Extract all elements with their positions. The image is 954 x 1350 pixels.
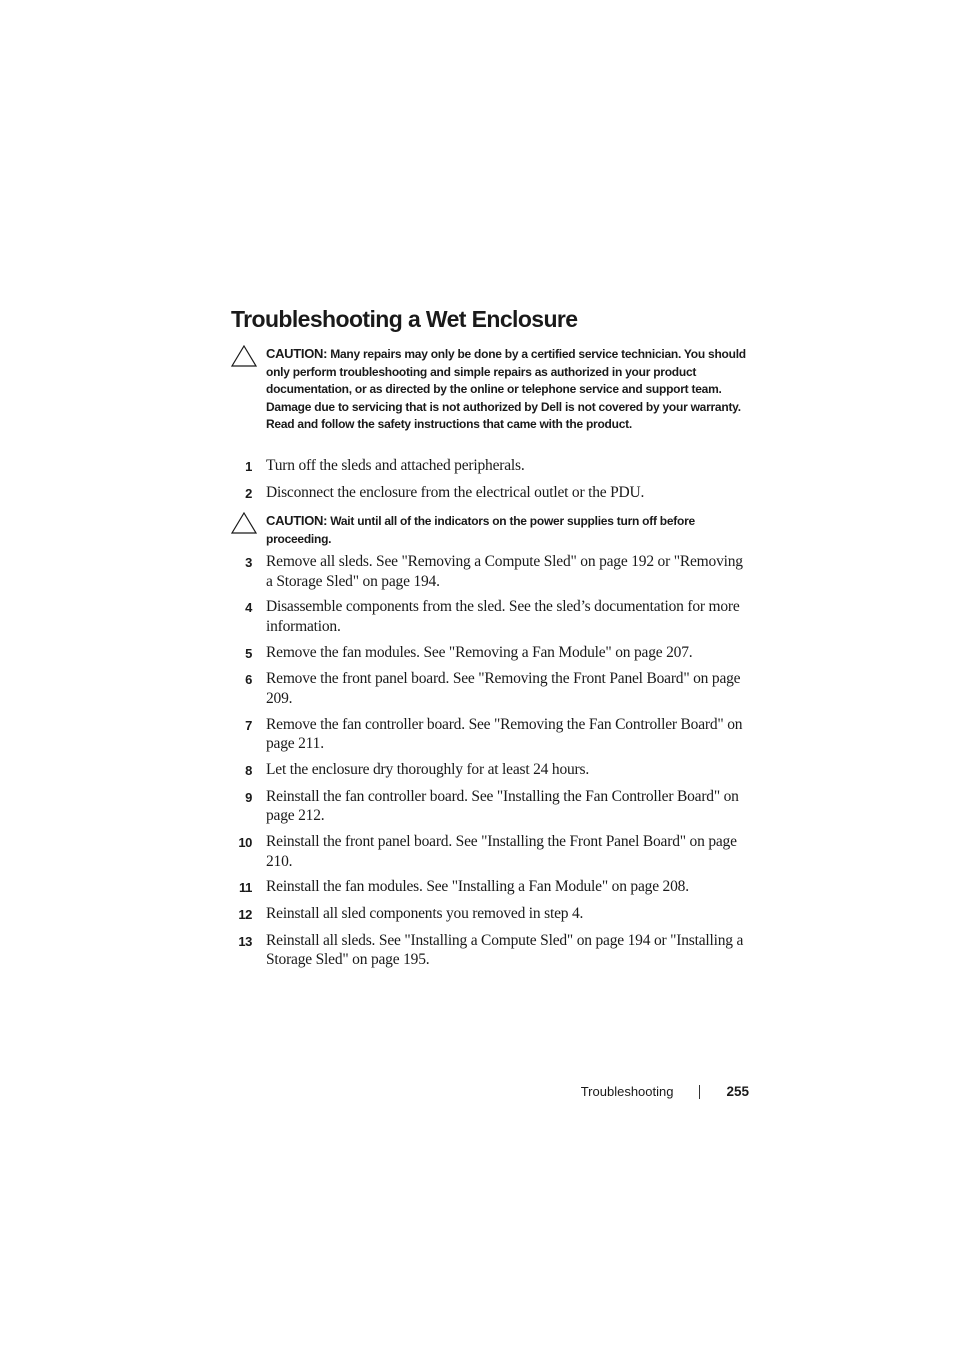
step-number: 1 bbox=[245, 459, 252, 474]
step-text: Reinstall the fan controller board. See "Installing the Fan Controller Board" on page 212. bbox=[266, 787, 739, 825]
step-number: 13 bbox=[238, 933, 252, 949]
page-title: Troubleshooting a Wet Enclosure bbox=[231, 306, 578, 332]
caution-body bbox=[266, 345, 751, 434]
page-footer bbox=[581, 1083, 749, 1101]
step-item bbox=[231, 832, 751, 871]
step-item bbox=[231, 669, 751, 708]
step-item bbox=[231, 552, 751, 591]
step-text: Reinstall all sled components you removed in step 4. bbox=[266, 905, 584, 923]
caution-triangle-icon bbox=[231, 345, 257, 367]
step-item bbox=[231, 787, 751, 826]
step-number: 4 bbox=[245, 600, 252, 616]
step-item bbox=[231, 760, 751, 781]
step-number: 11 bbox=[239, 880, 252, 896]
step-text: Reinstall the front panel board. See "Installing the Front Panel Board" on page 210. bbox=[266, 833, 737, 870]
step-number: 7 bbox=[245, 717, 252, 733]
step-item bbox=[231, 597, 751, 636]
step-number: 12 bbox=[238, 907, 252, 923]
caution-label: CAUTION: bbox=[266, 513, 328, 528]
caution-label: CAUTION: bbox=[266, 346, 328, 361]
step-text: Remove all sleds. See "Removing a Compute Sled" on page 192 or "Removing a Storage Sled" on page 194. bbox=[266, 553, 743, 590]
step-text: Reinstall all sleds. See "Installing a Compute Sled" on page 194 or "Installing a Storage Sled" on page 195. bbox=[266, 931, 744, 969]
step-number: 9 bbox=[245, 789, 252, 805]
step-item bbox=[231, 877, 751, 898]
step-list bbox=[231, 552, 751, 976]
step-item bbox=[231, 643, 751, 664]
step-text: Disassemble components from the sled. See the sled’s documentation for more information. bbox=[266, 598, 740, 635]
caution-notice bbox=[231, 512, 751, 548]
step-text: Remove the fan controller board. See "Removing the Fan Controller Board" on page 211. bbox=[266, 715, 743, 753]
caution-text: Wait until all of the indicators on the power supplies turn off before proceeding. bbox=[266, 514, 695, 546]
step-text: Remove the front panel board. See "Removing the Front Panel Board" on page 209. bbox=[266, 670, 741, 707]
footer-divider bbox=[699, 1085, 700, 1099]
step-item bbox=[231, 931, 751, 970]
step-text: Reinstall the fan modules. See "Installing a Fan Module" on page 208. bbox=[266, 878, 689, 896]
page-number: 255 bbox=[726, 1084, 749, 1099]
step-list bbox=[231, 456, 751, 510]
step-number: 10 bbox=[238, 835, 252, 851]
step-text: Remove the fan modules. See "Removing a Fan Module" on page 207. bbox=[266, 643, 693, 661]
caution-body bbox=[266, 512, 751, 548]
step-number: 8 bbox=[245, 762, 252, 778]
step-item bbox=[231, 483, 751, 504]
step-item bbox=[231, 715, 751, 754]
caution-triangle-icon bbox=[231, 512, 257, 534]
step-number: 3 bbox=[245, 555, 252, 570]
step-text: Turn off the sleds and attached peripherals. bbox=[266, 457, 525, 474]
step-number: 5 bbox=[245, 645, 252, 661]
step-number: 6 bbox=[245, 672, 252, 688]
step-item bbox=[231, 904, 751, 925]
footer-section-title: Troubleshooting bbox=[580, 1084, 674, 1099]
step-text: Let the enclosure dry thoroughly for at least 24 hours. bbox=[266, 760, 590, 778]
step-item bbox=[231, 456, 751, 477]
step-text: Disconnect the enclosure from the electrical outlet or the PDU. bbox=[266, 483, 645, 501]
caution-text: Many repairs may only be done by a certified service technician. You should only perform troubleshooting and simple repairs as authorized in your product documentation, or as directed by the online or telephone service and support team. Damage due to servicing that is not authorized by Dell is not covered by your warranty. Read and follow the safety instructions that came with the product. bbox=[266, 347, 746, 432]
caution-notice bbox=[231, 345, 751, 434]
step-number: 2 bbox=[245, 485, 252, 501]
